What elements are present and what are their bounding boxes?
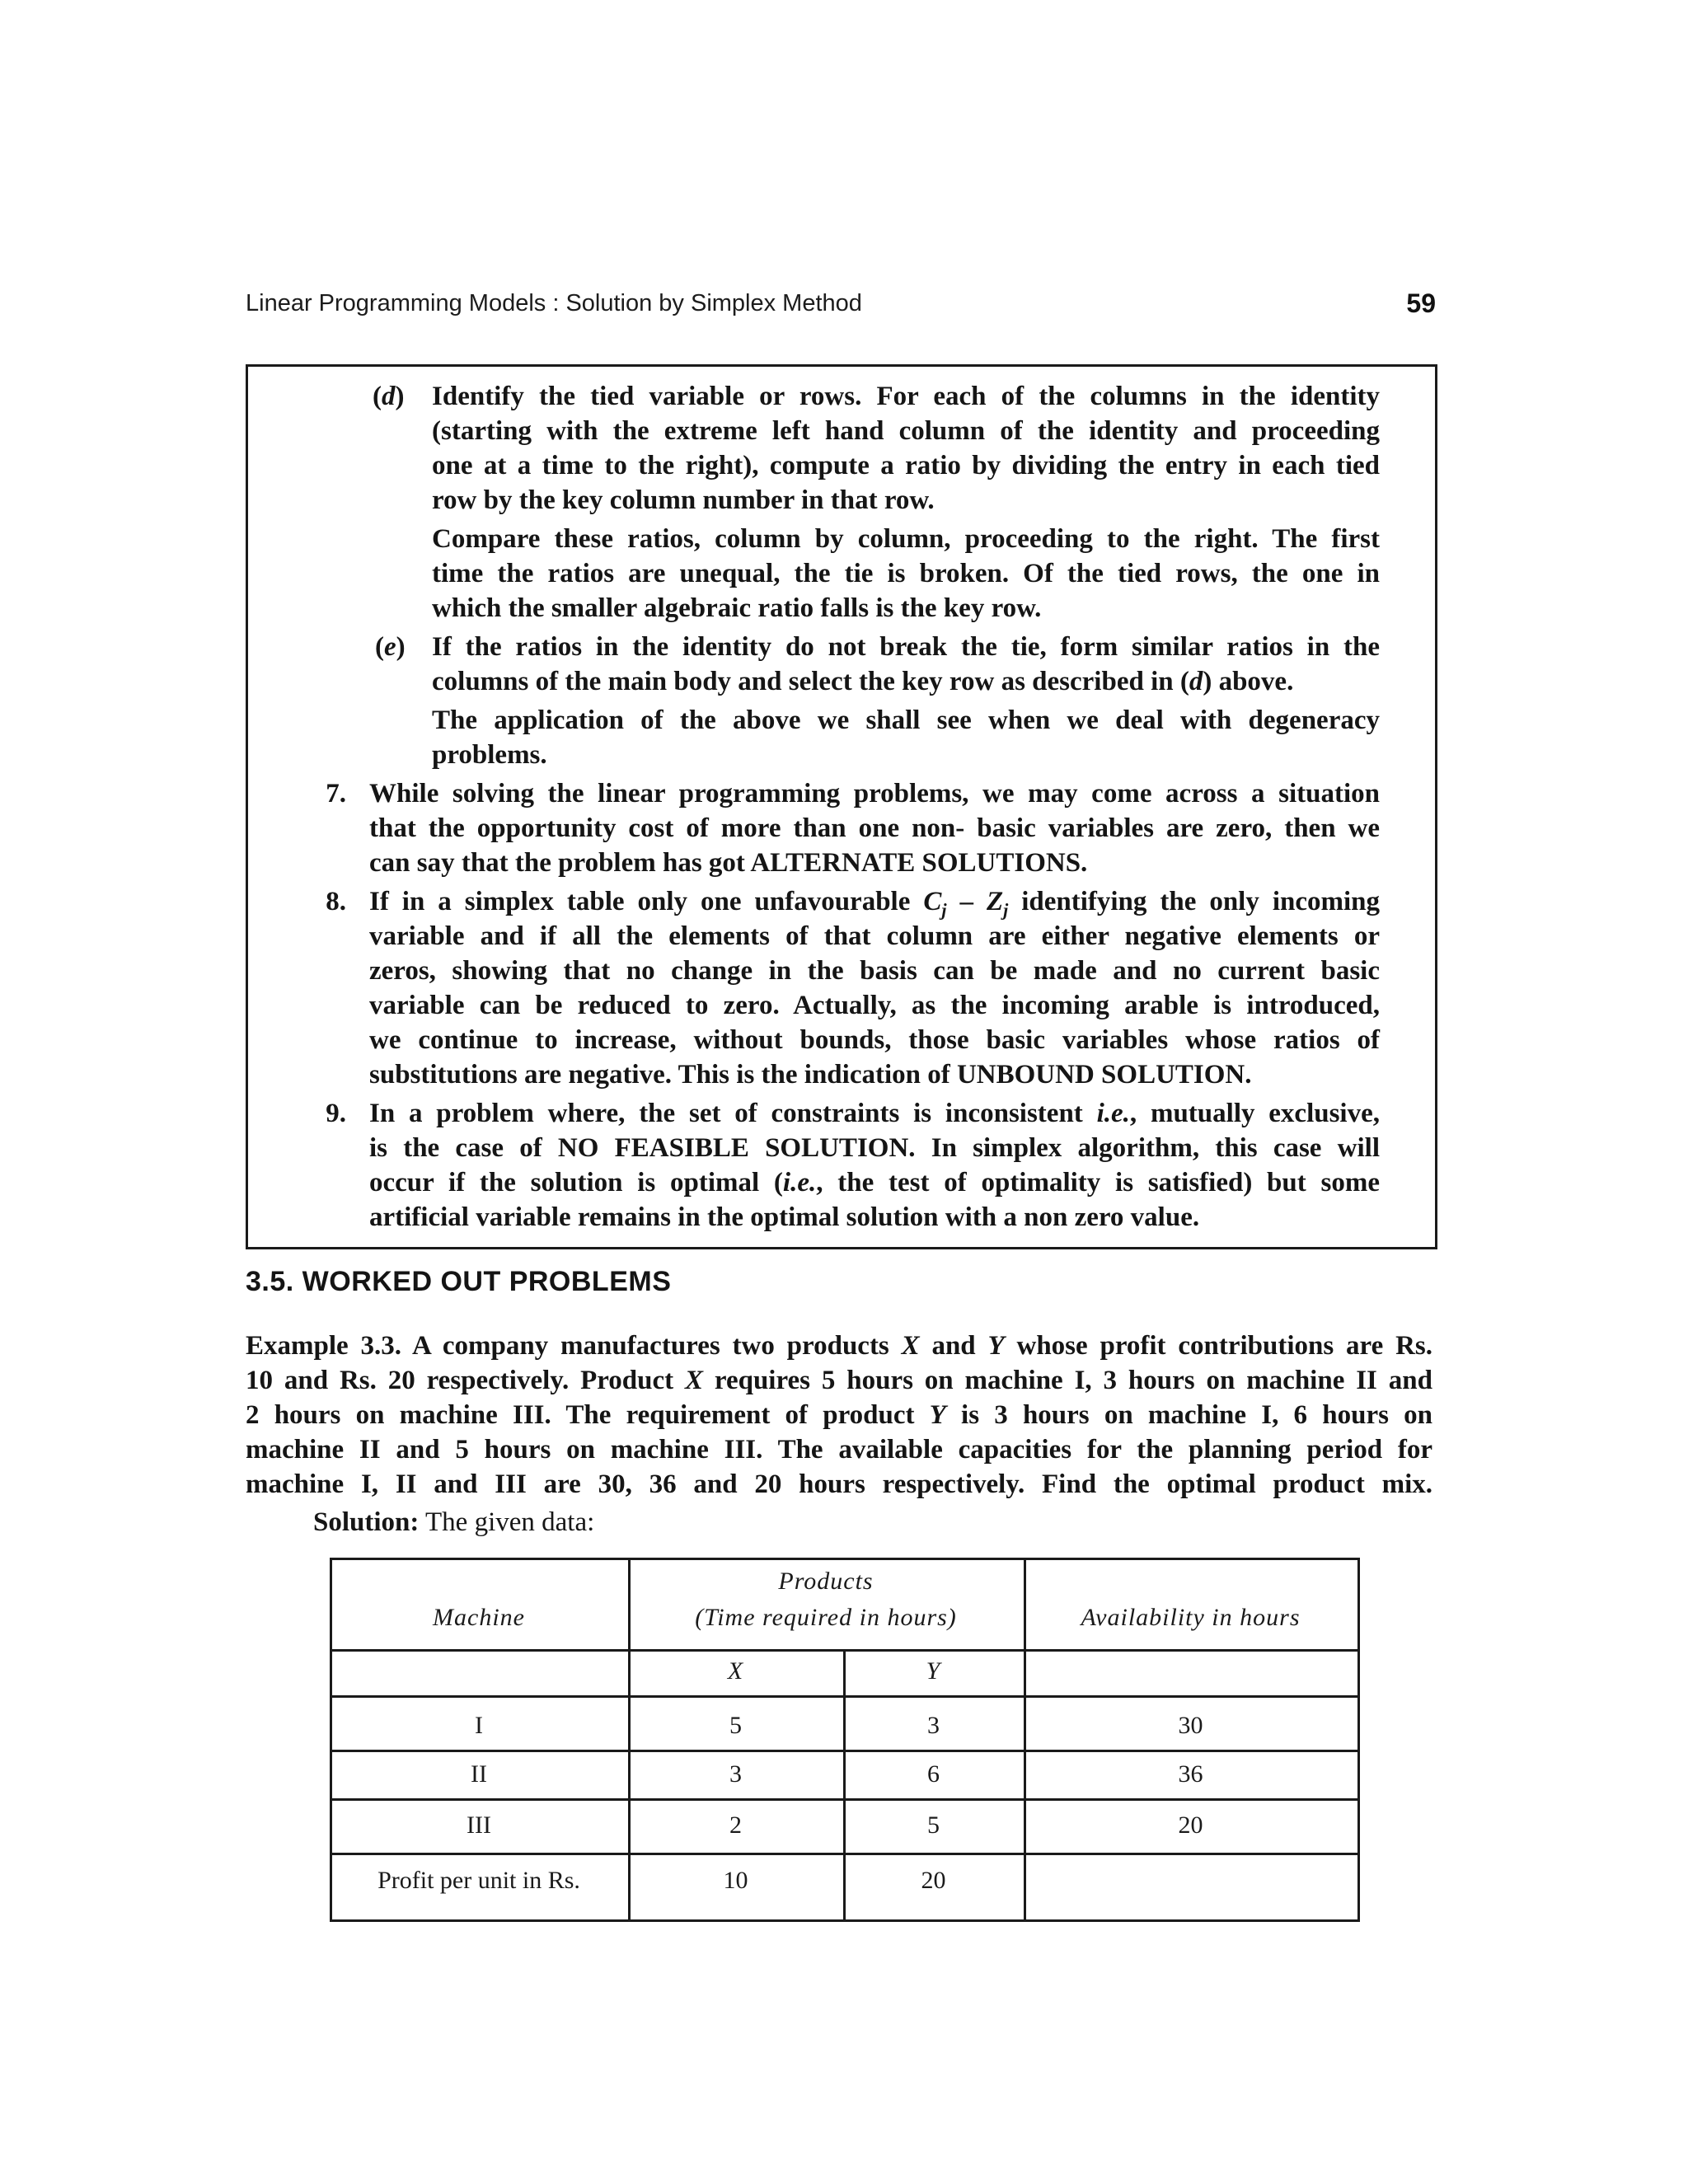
table-row-availability: 36	[1178, 1760, 1203, 1788]
item-9-number: 9.	[326, 1099, 346, 1128]
table-row-machine: II	[471, 1760, 487, 1788]
item-8-line: we continue to increase, without bounds, those basic variables whose ratios of	[369, 1025, 1380, 1055]
item-d-para2-line: Compare these ratios, column by column, proceeding to the right. The first	[432, 524, 1380, 554]
machine-data-table	[330, 1558, 1360, 1922]
example-line: 2 hours on machine III. The requirement of product Y is 3 hours on machine I, 6 hours on	[246, 1400, 1432, 1430]
table-row-availability: 30	[1178, 1712, 1203, 1739]
item-7-line: that the opportunity cost of more than one non- basic variables are zero, then we	[369, 813, 1380, 843]
item-e-line: columns of the main body and select the key row as described in (d) above.	[432, 667, 1294, 696]
profit-row-x: 10	[723, 1867, 748, 1894]
item-8-line: variable can be reduced to zero. Actually, as the incoming arable is introduced,	[369, 991, 1380, 1020]
item-9-line: occur if the solution is optimal (i.e., the test of optimality is satisfied) but some	[369, 1168, 1380, 1197]
item-d-line: (starting with the extreme left hand column of the identity and proceeding	[432, 416, 1380, 446]
item-e-label: (e)	[375, 632, 406, 662]
subheader-x: X	[727, 1657, 744, 1685]
example-line: machine I, II and III are 30, 36 and 20 hours respectively. Find the optimal product mix.	[246, 1469, 1432, 1499]
header-availability: Availability in hours	[1081, 1604, 1301, 1631]
table-row-availability: 20	[1178, 1811, 1203, 1839]
item-8-line: variable and if all the elements of that column are either negative elements or	[369, 921, 1380, 951]
subheader-y: Y	[926, 1657, 941, 1685]
example-line: machine II and 5 hours on machine III. The available capacities for the planning period for	[246, 1435, 1432, 1465]
item-d-label: (d)	[373, 382, 405, 411]
item-7-number: 7.	[326, 779, 346, 808]
solution-line: Solution: The given data:	[313, 1507, 595, 1537]
item-8-line: substitutions are negative. This is the indication of UNBOUND SOLUTION.	[369, 1060, 1252, 1090]
item-8-line: zeros, showing that no change in the basis can be made and no current basic	[369, 956, 1380, 986]
table-row-x: 3	[729, 1760, 742, 1788]
running-title: Linear Programming Models : Solution by Simplex Method	[246, 290, 862, 316]
running-head	[246, 290, 1436, 326]
section-heading: 3.5. WORKED OUT PROBLEMS	[246, 1266, 672, 1297]
header-products: Products	[778, 1568, 874, 1595]
table-row-machine: I	[475, 1712, 483, 1739]
header-machine: Machine	[433, 1604, 525, 1631]
item-d-line: Identify the tied variable or rows. For each of the columns in the identity	[432, 382, 1380, 411]
example-line: 10 and Rs. 20 respectively. Product X requires 5 hours on machine I, 3 hours on machine II and	[246, 1366, 1432, 1395]
table-row-y: 5	[927, 1811, 940, 1839]
item-e-para2-line: The application of the above we shall see when we deal with degeneracy	[432, 705, 1380, 735]
table-row-machine: III	[467, 1811, 491, 1839]
item-7-line: While solving the linear programming problems, we may come across a situation	[369, 779, 1380, 808]
item-e-para2-line: problems.	[432, 740, 547, 770]
item-d-line: row by the key column number in that row.	[432, 485, 935, 515]
item-d-para2-line: time the ratios are unequal, the tie is broken. Of the tied rows, the one in	[432, 559, 1380, 588]
example-line: Example 3.3. A company manufactures two products X and Y whose profit contributions are Rs.	[246, 1331, 1432, 1361]
table-row-x: 5	[729, 1712, 742, 1739]
profit-row-label: Profit per unit in Rs.	[377, 1867, 580, 1894]
header-time-required: (Time required in hours)	[695, 1604, 957, 1631]
item-9-line: artificial variable remains in the optimal solution with a non zero value.	[369, 1202, 1200, 1232]
item-9-line: is the case of NO FEASIBLE SOLUTION. In simplex algorithm, this case will	[369, 1133, 1380, 1163]
item-d-para2-line: which the smaller algebraic ratio falls is the key row.	[432, 593, 1042, 623]
item-9-line: In a problem where, the set of constraints is inconsistent i.e., mutually exclusive,	[369, 1099, 1380, 1128]
item-e-line: If the ratios in the identity do not break the tie, form similar ratios in the	[432, 632, 1380, 662]
table-row-x: 2	[729, 1811, 742, 1839]
table-row-y: 6	[927, 1760, 940, 1788]
table-row-y: 3	[927, 1712, 940, 1739]
page-number: 59	[1406, 288, 1436, 318]
item-d-line: one at a time to the right), compute a ratio by dividing the entry in each tied	[432, 451, 1380, 480]
item-8-number: 8.	[326, 887, 346, 916]
profit-row-y: 20	[921, 1867, 946, 1894]
item-7-line: can say that the problem has got ALTERNATE SOLUTIONS.	[369, 848, 1088, 878]
item-8-line: If in a simplex table only one unfavourable $C_j - Z_j$ identifying the only incoming	[369, 887, 1380, 921]
